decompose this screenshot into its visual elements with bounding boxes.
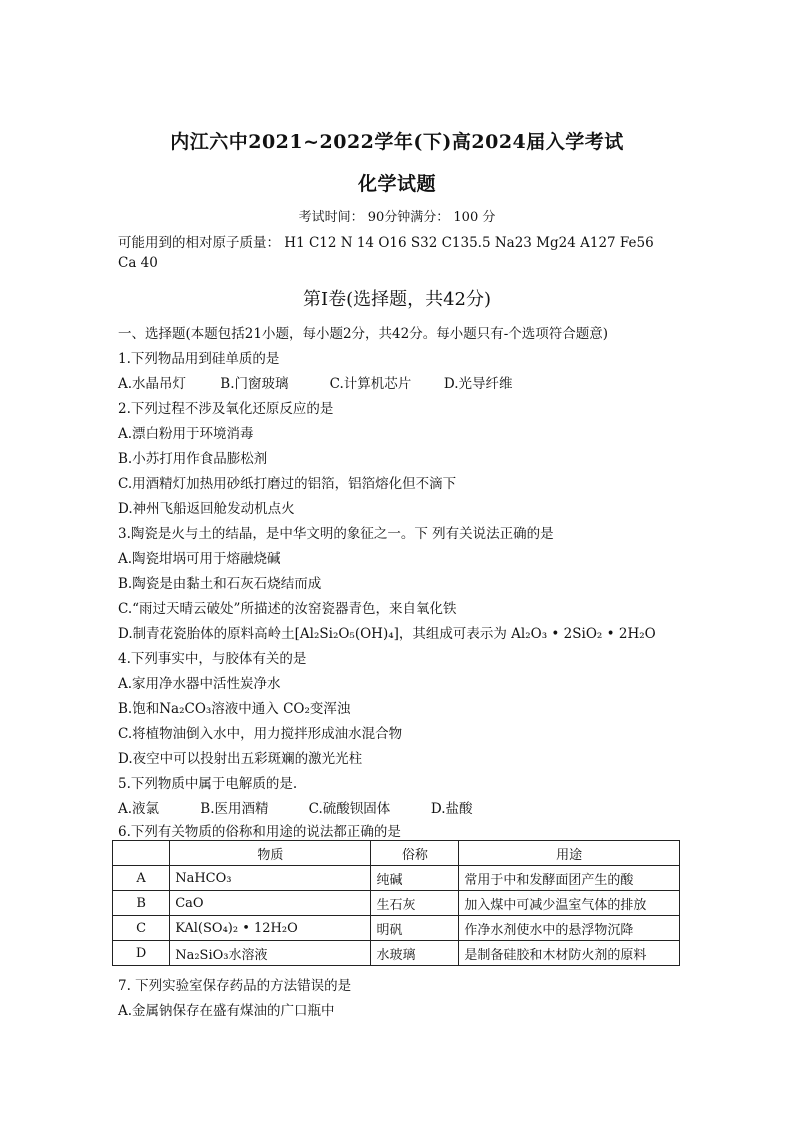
option-c: C.计算机芯片 bbox=[329, 376, 412, 392]
table-cell: NaHCO₃ bbox=[170, 866, 371, 891]
table-row bbox=[113, 866, 680, 891]
question-3-stem: 3.陶瓷是火与土的结晶，是中华文明的象征之一。下 列有关说法正确的是 bbox=[118, 526, 554, 542]
table-cell: A bbox=[113, 866, 170, 891]
table-row bbox=[113, 891, 680, 916]
table-cell: C bbox=[113, 916, 170, 941]
question-2-option-b: B.小苏打用作食品膨松剂 bbox=[118, 451, 268, 467]
atomic-mass-line-1: 可能用到的相对原子质量： H1 C12 N 14 O16 S32 C135.5 Na23 Mg24 A127 Fe56 bbox=[118, 235, 654, 251]
question-3-option-b: B.陶瓷是由黏土和石灰石烧结而成 bbox=[118, 576, 322, 592]
question-4-option-a: A.家用净水器中活性炭净水 bbox=[118, 676, 281, 692]
table-cell: 作净水剂使水中的悬浮物沉降 bbox=[459, 916, 680, 941]
table-cell: KAl(SO₄)₂ • 12H₂O bbox=[170, 916, 371, 941]
question-5-options bbox=[118, 797, 473, 817]
exam-time-info: 考试时间： 90分钟满分： 100 分 bbox=[298, 210, 496, 225]
table-cell: 生石灰 bbox=[371, 891, 459, 916]
question-4-option-b: B.饱和Na₂CO₃溶液中通入 CO₂变浑浊 bbox=[118, 701, 351, 717]
table-cell: CaO bbox=[170, 891, 371, 916]
question-3-option-c: C.“雨过天晴云破处”所描述的汝窑瓷器青色，来自氧化铁 bbox=[118, 601, 457, 617]
question-6-table bbox=[112, 840, 680, 966]
table-header-cell bbox=[113, 841, 170, 866]
question-2-option-c: C.用酒精灯加热用砂纸打磨过的铝箔，铝箔熔化但不滴下 bbox=[118, 476, 457, 492]
atomic-mass-line-2: Ca 40 bbox=[118, 255, 158, 271]
table-cell: B bbox=[113, 891, 170, 916]
question-5-stem: 5.下列物质中属于电解质的是. bbox=[118, 776, 298, 792]
question-2-option-d: D.神州飞船返回舱发动机点火 bbox=[118, 501, 295, 517]
table-cell: 水玻璃 bbox=[371, 941, 459, 966]
table-cell: 加入煤中可减少温室气体的排放 bbox=[459, 891, 680, 916]
section-instructions: 一、选择题(本题包括21小题，每小题2分，共42分。每小题只有-个选项符合题意) bbox=[118, 326, 609, 342]
option-a: A.水晶吊灯 bbox=[118, 376, 187, 392]
question-4-option-d: D.夜空中可以投射出五彩斑斓的激光光柱 bbox=[118, 751, 363, 767]
question-3-option-a: A.陶瓷坩埚可用于熔融烧碱 bbox=[118, 551, 281, 567]
question-1-options bbox=[118, 372, 513, 392]
table-header-cell: 物质 bbox=[170, 841, 371, 866]
question-2-stem: 2.下列过程不涉及氧化还原反应的是 bbox=[118, 401, 334, 417]
question-4-option-c: C.将植物油倒入水中，用力搅拌形成油水混合物 bbox=[118, 726, 403, 742]
question-6-stem: 6.下列有关物质的俗称和用途的说法都正确的是 bbox=[118, 824, 401, 840]
table-header-row bbox=[113, 841, 680, 866]
option-b: B.医用酒精 bbox=[200, 801, 269, 817]
question-7-option-a: A.金属钠保存在盛有煤油的广口瓶中 bbox=[118, 1003, 335, 1019]
question-3-option-d: D.制青花瓷胎体的原料高岭土[Al₂Si₂O₅(OH)₄]，其组成可表示为 Al₂O₃ • 2SiO₂ • 2H₂O bbox=[118, 626, 656, 642]
option-d: D.光导纤维 bbox=[443, 376, 513, 392]
question-2-option-a: A.漂白粉用于环境消毒 bbox=[118, 426, 254, 442]
option-d: D.盐酸 bbox=[430, 801, 473, 817]
table-cell: 常用于中和发酵面团产生的酸 bbox=[459, 866, 680, 891]
table-header-cell: 俗称 bbox=[371, 841, 459, 866]
table-cell: Na₂SiO₃水溶液 bbox=[170, 941, 371, 966]
subject-title: 化学试题 bbox=[357, 173, 436, 195]
section-title: 第I卷(选择题，共42分) bbox=[302, 289, 492, 310]
option-b: B.门窗玻璃 bbox=[220, 376, 289, 392]
question-1-stem: 1.下列物品用到硅单质的是 bbox=[118, 351, 280, 367]
table-cell: 是制备硅胶和木材防火剂的原料 bbox=[459, 941, 680, 966]
exam-title: 内江六中2021~2022学年(下)高2024届入学考试 bbox=[170, 131, 624, 153]
table-cell: 纯碱 bbox=[371, 866, 459, 891]
question-4-stem: 4.下列事实中，与胶体有关的是 bbox=[118, 651, 307, 667]
question-7-stem: 7. 下列实验室保存药品的方法错误的是 bbox=[118, 978, 352, 994]
table-cell: 明矾 bbox=[371, 916, 459, 941]
option-c: C.硫酸钡固体 bbox=[308, 801, 391, 817]
table-header-cell: 用途 bbox=[459, 841, 680, 866]
option-a: A.液氯 bbox=[118, 801, 160, 817]
table-cell: D bbox=[113, 941, 170, 966]
table-row bbox=[113, 916, 680, 941]
table-row bbox=[113, 941, 680, 966]
